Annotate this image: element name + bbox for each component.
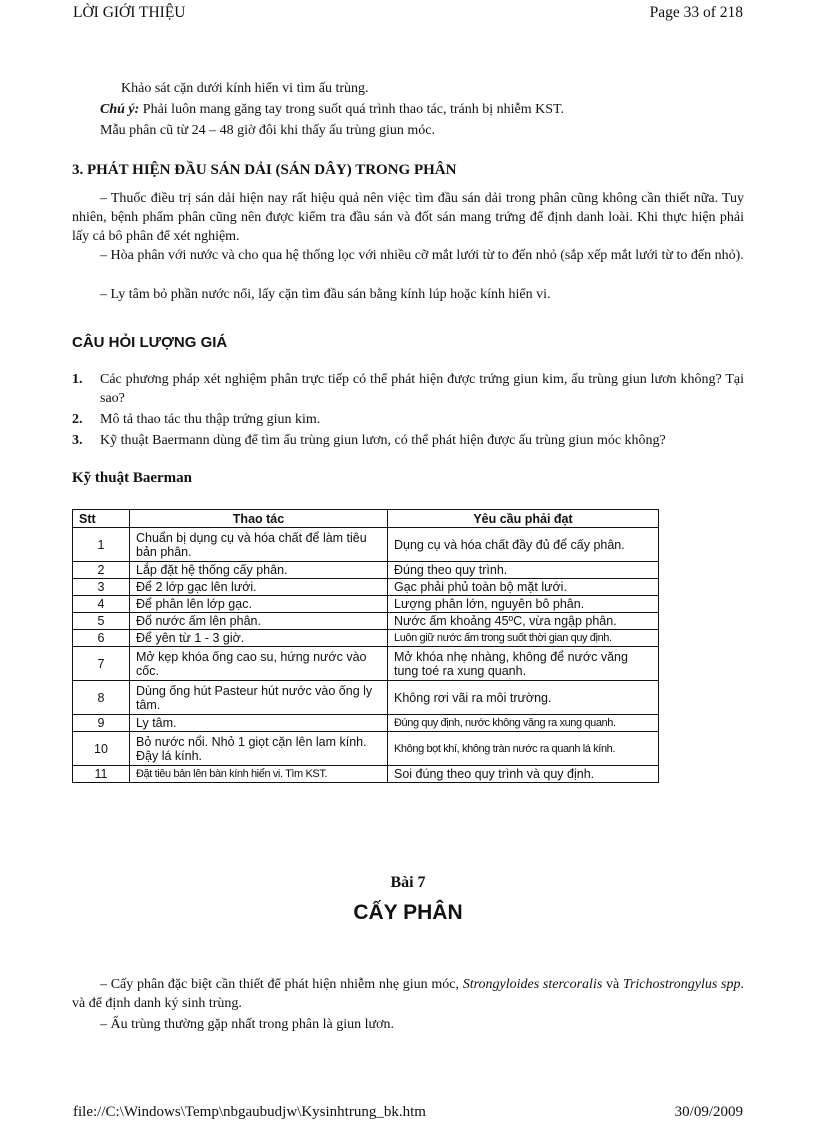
table-row: 5 Đổ nước ấm lên phân. Nước ấm khoảng 45ºC, vừa ngập phân.: [73, 613, 659, 630]
lesson-paragraph-2: – Ấu trùng thường gặp nhất trong phân là giun lươn.: [100, 1017, 394, 1032]
table-row: 9 Ly tâm. Đúng quy định, nước không văng ra xung quanh.: [73, 715, 659, 732]
section-3-title: 3. PHÁT HIỆN ĐẦU SÁN DẢI (SÁN DÂY) TRONG PHÂN: [72, 162, 457, 178]
question-item: 2. Mô tả thao tác thu thập trứng giun kim.: [72, 412, 321, 427]
table-row: 1 Chuẩn bị dụng cụ và hóa chất để làm tiêu bản phân. Dụng cụ và hóa chất đầy đủ để cấy phân.: [73, 528, 659, 562]
table-row: 8 Dùng ống hút Pasteur hút nước vào ống ly tâm. Không rơi vãi ra môi trường.: [73, 681, 659, 715]
note-line: [100, 100, 772, 119]
header-stt: Stt: [73, 510, 130, 528]
section-3: [72, 160, 744, 310]
intro-line-1: Khảo sát cặn dưới kính hiển vi tìm ấu trùng.: [121, 81, 369, 96]
header-title: LỜI GIỚI THIỆU: [73, 4, 186, 21]
questions-list: [72, 370, 744, 452]
questions-section: [72, 334, 744, 454]
table-row: 7 Mở kẹp khóa ống cao su, hứng nước vào cốc. Mở khóa nhẹ nhàng, không để nước văng tung toé ra xung quanh.: [73, 647, 659, 681]
question-item: 3. Kỹ thuật Baermann dùng để tìm ấu trùng giun lươn, có thể phát hiện được ấu trùng giun móc không?: [72, 433, 666, 448]
table-header-row: [73, 510, 659, 528]
baerman-table: [72, 509, 659, 783]
intro-line-3: Mẫu phân cũ từ 24 – 48 giờ đôi khi thấy ấu trùng giun móc.: [100, 123, 436, 138]
page-number: Page 33 of 218: [649, 4, 743, 21]
footer-path: file://C:\Windows\Temp\nbgaubudjw\Kysinhtrung_bk.htm: [73, 1104, 426, 1120]
lesson-title: CẤY PHÂN: [353, 901, 463, 924]
table-row: 3 Để 2 lớp gạc lên lưới. Gạc phải phủ toàn bộ mặt lưới.: [73, 579, 659, 596]
section-3-paragraph-1: – Thuốc điều trị sán dải hiện nay rất hiệu quả nên việc tìm đầu sán dải trong phân cũng không cần thiết nữa. Tuy nhiên, bệnh phẩm phân cũng nên được kiểm tra đầu sán và đốt sán mang trứng để định danh loài. Khi thực hiện phải lấy cả bô phân để xét nghiệm.: [72, 191, 744, 244]
header-operation: Thao tác: [130, 510, 388, 528]
note-text: Phải luôn mang găng tay trong suốt quá trình thao tác, tránh bị nhiễm KST.: [139, 102, 565, 117]
table-row: 2 Lắp đặt hệ thống cấy phân. Đúng theo quy trình.: [73, 562, 659, 579]
section-3-paragraph-2: – Hòa phân với nước và cho qua hệ thống lọc với nhiều cỡ mắt lưới từ to đến nhỏ (sắp xếp mắt lưới từ to đến nhỏ).: [100, 248, 744, 263]
footer-date: 30/09/2009: [674, 1104, 743, 1120]
lesson-body: [72, 975, 744, 1045]
intro-block: [72, 79, 744, 159]
table-row: 6 Để yên từ 1 - 3 giờ. Luôn giữ nước ấm trong suốt thời gian quy định.: [73, 630, 659, 647]
question-item: 1. Các phương pháp xét nghiệm phân trực tiếp có thể phát hiện được trứng giun kim, ấu trùng giun lươn không? Tại sao?: [72, 372, 744, 406]
lesson-paragraph-1: – Cấy phân đặc biệt cần thiết để phát hiện nhiễm nhẹ giun móc, Strongyloides stercoralis và Trichostrongylus spp. và để định danh ký sinh trùng.: [72, 977, 745, 1011]
section-3-paragraph-3: – Ly tâm bỏ phần nước nổi, lấy cặn tìm đầu sán bằng kính lúp hoặc kính hiển vi.: [100, 287, 551, 302]
lesson-number: Bài 7: [390, 874, 426, 891]
questions-title: CÂU HỎI LƯỢNG GIÁ: [72, 334, 228, 351]
header-requirement: Yêu cầu phải đạt: [388, 510, 659, 528]
table-row: 11 Đặt tiêu bản lên bàn kính hiển vi. Tìm KST. Soi đúng theo quy trình và quy định.: [73, 766, 659, 783]
note-label: Chú ý:: [100, 102, 140, 117]
table-row: 4 Để phân lên lớp gạc. Lượng phân lớn, nguyên bô phân.: [73, 596, 659, 613]
table-row: 10 Bỏ nước nổi. Nhỏ 1 giọt cặn lên lam kính. Đậy lá kính. Không bọt khí, không tràn nước ra quanh lá kính.: [73, 732, 659, 766]
baerman-title: Kỹ thuật Baerman: [72, 470, 192, 486]
